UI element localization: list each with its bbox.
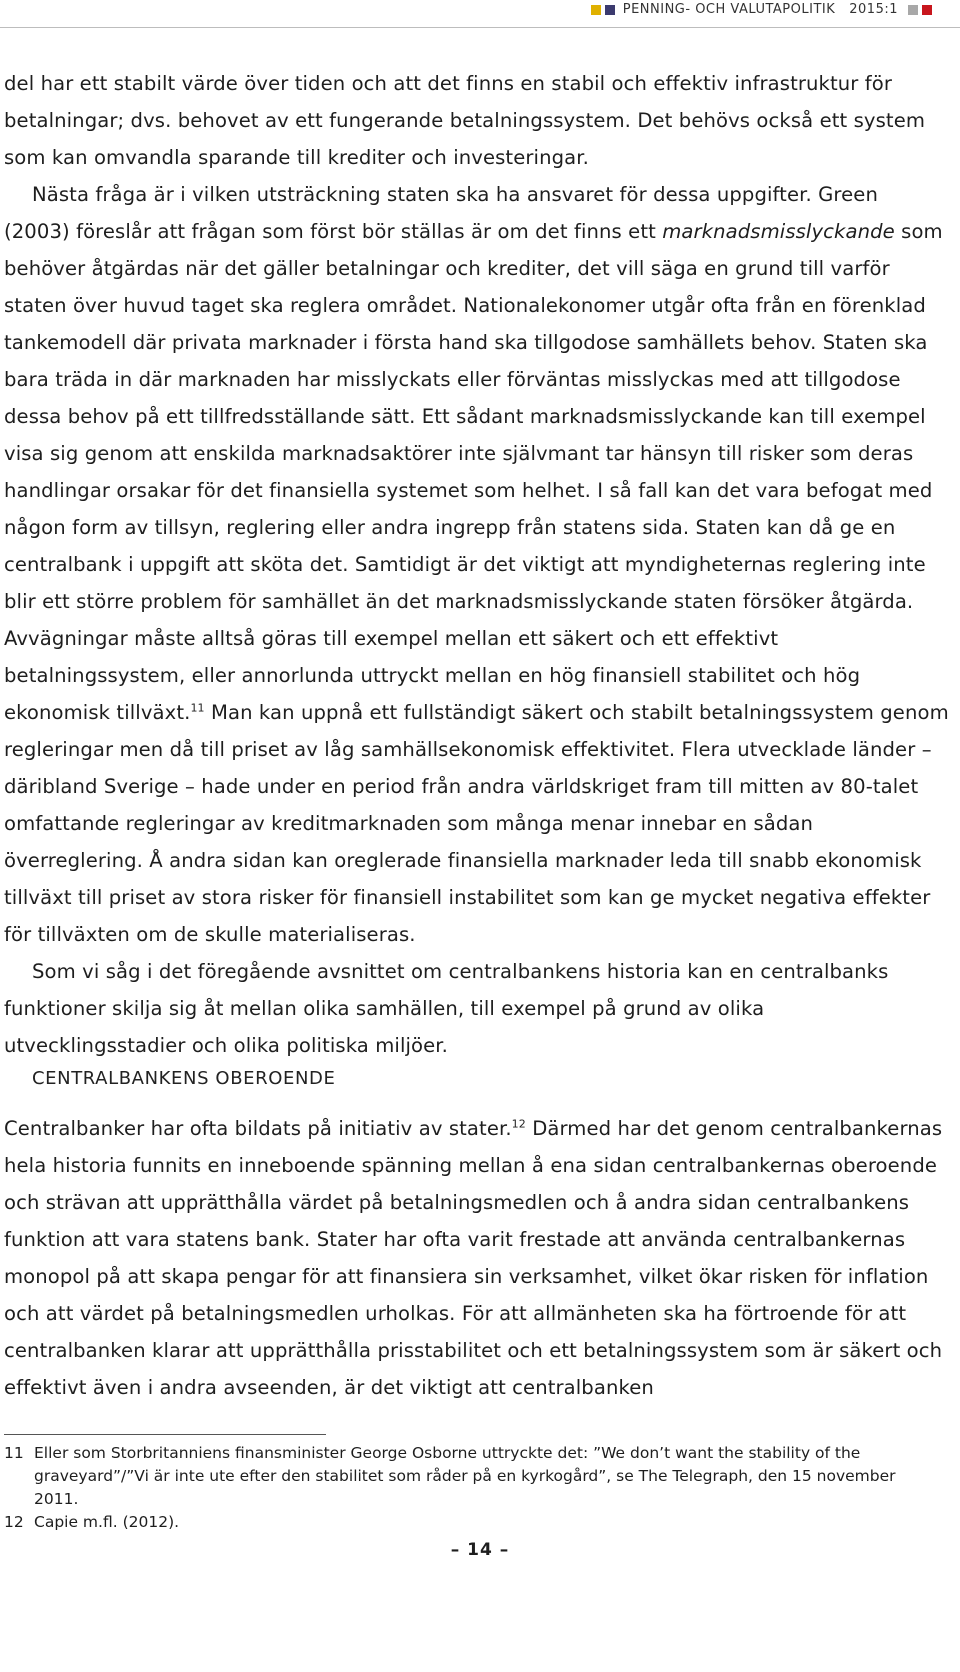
footnote	[4, 1511, 934, 1534]
issue-number: 2015:1	[849, 2, 898, 17]
paragraph: Som vi såg i det föregående avsnittet om centralbankens historia kan en centralbanks funktioner skilja sig åt mellan olika samhällen, till exempel på grund av olika utvecklingsstadier och olika politiska miljöer.	[4, 960, 889, 1057]
paragraph: del har ett stabilt värde över tiden och att det finns en stabil och effektiv infrastruktur för betalningar; dvs. behovet av ett fungerande betalningssystem. Det behövs också ett system som kan omvandla sparande till krediter och investeringar.	[4, 72, 926, 169]
red-square-icon	[922, 5, 932, 15]
footnote-rule	[4, 1434, 326, 1435]
paragraph: Centralbanker har ofta bildats på initiativ av stater.$^{12}$ Därmed har det genom centralbankernas hela historia funnits en inneboende spänning mellan å ena sidan centralbankernas oberoende och strävan att upprätthålla värdet på betalningsmedlen och å andra sidan centralbankens funktion att vara statens bank. Stater har ofta varit frestade att använda centralbankernas monopol på att skapa pengar för att finansiera sin verksamhet, vilket ökar risken för inflation och att värdet på betalningsmedlen urholkas. För att allmänheten ska ha förtroende för att centralbanken klarar att upprätthålla prisstabilitet och ett betalningssystem som är säkert och effektivt även i andra avseenden, är det viktigt att centralbanken	[4, 1117, 943, 1399]
body-text	[4, 65, 950, 1064]
footnote	[4, 1442, 934, 1511]
footnotes	[4, 1442, 934, 1534]
navy-square-icon	[605, 5, 615, 15]
running-header	[591, 2, 932, 17]
footnote-text: Eller som Storbritanniens finansminister George Osborne uttryckte det: ”We don’t want the stability of the graveyard”/”Vi är inte ute efter den stabilitet som råder på en kyrkogård”, se The Telegraph, den 15 november 2011.	[34, 1444, 896, 1508]
footnote-ref-11[interactable]: 11	[190, 701, 205, 715]
footnote-text: Capie m.fl. (2012).	[34, 1513, 180, 1531]
header-rule	[0, 27, 960, 28]
section-heading: CENTRALBANKENS OBEROENDE	[32, 1068, 336, 1089]
footnote-number: 12	[4, 1513, 24, 1531]
body-text	[4, 1110, 950, 1406]
journal-title: PENNING- OCH VALUTAPOLITIK	[622, 2, 836, 17]
grey-square-icon	[908, 5, 918, 15]
paragraph: Nästa fråga är i vilken utsträckning staten ska ha ansvaret för dessa uppgifter. Green (2003) föreslår att frågan som först bör ställas är om det finns ett marknadsmisslyckande som behöver åtgärdas när det gäller betalningar och krediter, det vill säga en grund till varför staten över huvud taget ska reglera området. Nationalekonomer utgår ofta från en förenklad tankemodell där privata marknader i första hand ska tillgodose samhällets behov. Staten ska bara träda in där marknaden har misslyckats eller förväntas misslyckas med att tillgodose dessa behov på ett tillfredsställande sätt. Ett sådant marknadsmisslyckande kan till exempel visa sig genom att enskilda marknadsaktörer inte självmant tar hänsyn till risker som deras handlingar orsakar för det finansiella systemet som helhet. I så fall kan det vara befogat med någon form av tillsyn, reglering eller andra ingrepp från statens sida. Staten kan då ge en centralbank i uppgift att sköta det. Samtidigt är det viktigt att myndigheternas reglering inte blir ett större problem för samhället än det marknadsmisslyckande staten försöker åtgärda. Avvägningar måste alltså göras till exempel mellan ett säkert och ett effektivt betalningssystem, eller annorlunda uttryckt mellan en hög finansiell stabilitet och hög ekonomisk tillväxt.$^{11}$ Man kan uppnå ett fullständigt säkert och stabilt betalningssystem genom regleringar men då till priset av låg samhällsekonomisk effektivitet. Flera utvecklade länder – däribland Sverige – hade under en period från andra världskriget fram till mitten av 80-talet omfattande regleringar av kreditmarknaden som många menar innebar en sådan överreglering. Å andra sidan kan oreglerade finansiella marknader leda till snabb ekonomisk tillväxt till priset av stora risker för finansiell instabilitet som kan ge mycket negativa effekter för tillväxten om de skulle materialiseras.	[4, 183, 949, 946]
page-number: – 14 –	[450, 1540, 510, 1560]
footnote-number: 11	[4, 1444, 24, 1462]
gold-square-icon	[591, 5, 601, 15]
emphasis: marknadsmisslyckande	[662, 220, 895, 243]
footnote-ref-12[interactable]: 12	[511, 1117, 526, 1131]
